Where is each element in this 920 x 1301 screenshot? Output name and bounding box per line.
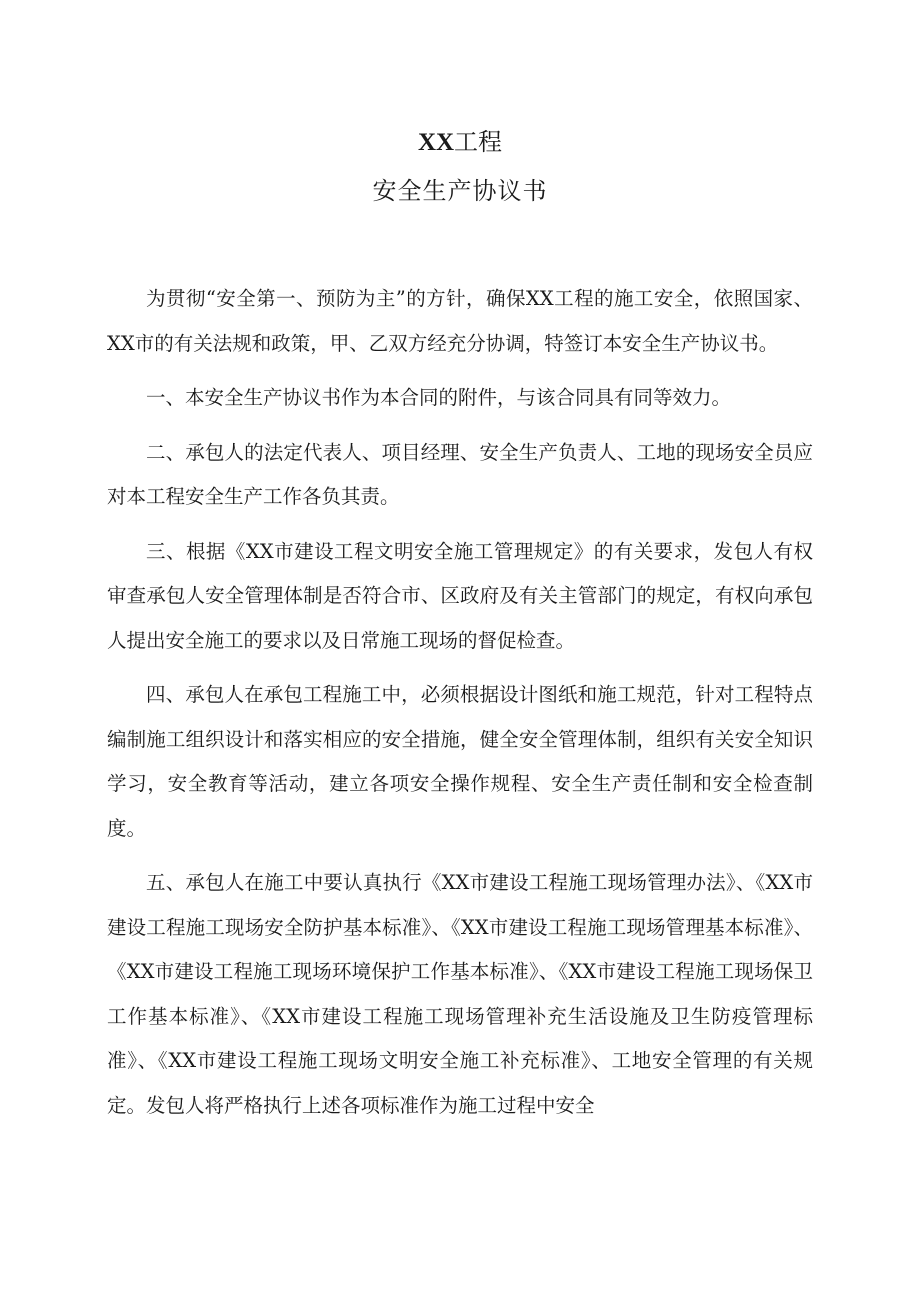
paragraph-clause-3: 三、根据《XX市建设工程文明安全施工管理规定》的有关要求，发包人有权审查承包人安全管理体制是否符合市、区政府及有关主管部门的规定，有权向承包人提出安全施工的要求以及日常施工现场的督促检查。 bbox=[107, 539, 813, 652]
document-body bbox=[107, 277, 813, 1138]
document-title-text: 工程 bbox=[454, 128, 503, 156]
document-subtitle: 安全生产协议书 bbox=[372, 177, 548, 205]
paragraph-clause-1: 一、本安全生产协议书作为本合同的附件，与该合同具有同等效力。 bbox=[146, 386, 732, 409]
paragraph-clause-4: 四、承包人在承包工程施工中，必须根据设计图纸和施工规范，针对工程特点编制施工组织设计和落实相应的安全措施，健全安全管理体制，组织有关安全知识学习，安全教育等活动，建立各项安全操作规程、安全生产责任制和安全检查制度。 bbox=[107, 683, 813, 840]
paragraph-preamble: 为贯彻“安全第一、预防为主”的方针，确保XX工程的施工安全，依照国家、XX市的有关法规和政策，甲、乙双方经充分协调，特签订本安全生产协议书。 bbox=[107, 287, 813, 355]
document-title bbox=[0, 124, 920, 161]
paragraph-clause-2: 二、承包人的法定代表人、项目经理、安全生产负责人、工地的现场安全员应对本工程安全生产工作各负其责。 bbox=[107, 440, 813, 508]
document-title-latin: XX bbox=[417, 129, 455, 156]
paragraph-clause-5: 五、承包人在施工中要认真执行《XX市建设工程施工现场管理办法》、《XX市建设工程施工现场安全防护基本标准》、《XX市建设工程施工现场管理基本标准》、《XX市建设工程施工现场环境保护工作基本标准》、《XX市建设工程施工现场保卫工作基本标准》、《XX市建设工程施工现场管理补充生活设施及卫生防疫管理标准》、《XX市建设工程施工现场文明安全施工补充标准》、工地安全管理的有关规定。发包人将严格执行上述各项标准作为施工过程中安全 bbox=[107, 871, 813, 1117]
